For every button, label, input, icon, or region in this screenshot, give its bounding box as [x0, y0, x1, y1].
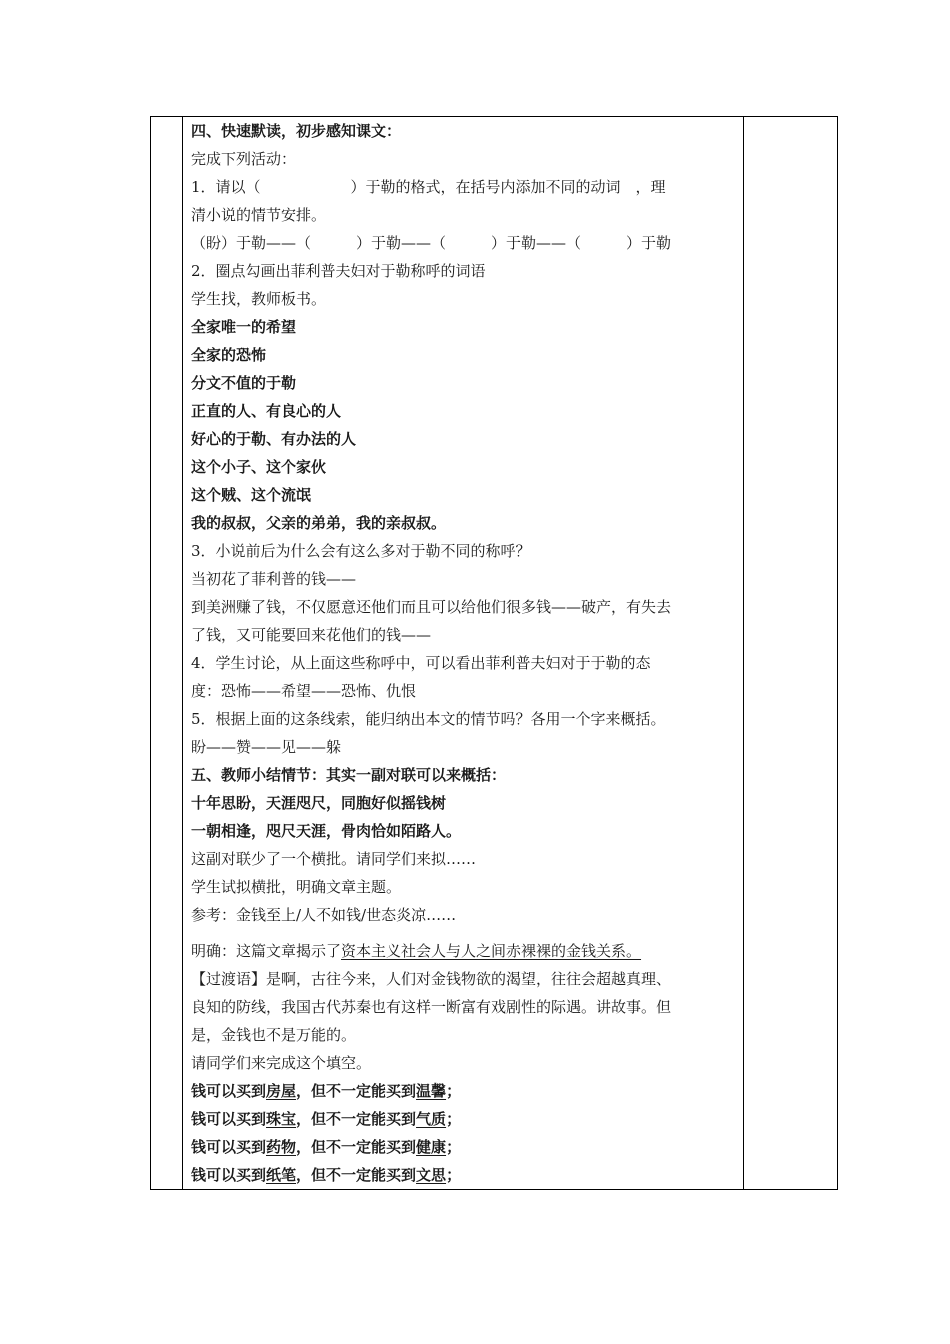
text-line: 一朝相逢，咫尺天涯，骨肉恰如陌路人。 [191, 822, 462, 840]
fill-in-text: 钱可以买到 [191, 1082, 267, 1100]
text-line: 学生试拟横批，明确文章主题。 [191, 878, 402, 896]
text-line: 了钱，又可能要回来花他们的钱—— [191, 626, 432, 644]
text-line: 四、快速默读，初步感知课文： [191, 122, 402, 140]
text-line: 全家的恐怖 [191, 346, 267, 364]
text-line: 4．学生讨论，从上面这些称呼中，可以看出菲利普夫妇对于于勒的态 [191, 654, 651, 672]
fill-in-text: 钱可以买到 [191, 1138, 267, 1156]
fill-in-sentence [191, 1077, 741, 1105]
text-line: 五、教师小结情节：其实一副对联可以来概括： [191, 766, 507, 784]
fill-in-sentence [191, 1161, 741, 1189]
text-line: 全家唯一的希望 [191, 318, 297, 336]
text-line: 我的叔叔，父亲的弟弟，我的亲叔叔。 [191, 514, 447, 532]
text-line: 度：恐怖——希望——恐怖、仇恨 [191, 682, 417, 700]
clarify-line [191, 929, 741, 965]
text-line: 这副对联少了一个横批。请同学们来拟…… [191, 850, 477, 868]
text-line: 1．请以（ ）于勒的格式，在括号内添加不同的动词 ，理 [191, 178, 666, 196]
text-line: 5．根据上面的这条线索，能归纳出本文的情节吗？各用一个字来概括。 [191, 710, 666, 728]
text-line: 正直的人、有良心的人 [191, 402, 342, 420]
column-divider-right [743, 117, 744, 1189]
fill-in-text: ，但不一定能买到 [296, 1110, 417, 1128]
fill-in-answer: 温馨 [416, 1082, 447, 1100]
text-line: 清小说的情节安排。 [191, 206, 327, 224]
fill-in-text: 钱可以买到 [191, 1166, 267, 1184]
lesson-table [150, 116, 838, 1190]
fill-in-answer: 纸笔 [266, 1166, 297, 1184]
fill-in-text: 钱可以买到 [191, 1110, 267, 1128]
fill-in-text: ； [446, 1166, 462, 1184]
text-line: 【过渡语】是啊，古往今来，人们对金钱物欲的渴望，往往会超越真理、 [191, 970, 672, 988]
text-line: （盼）于勒——（ ）于勒——（ ）于勒——（ ）于勒 [191, 234, 672, 252]
fill-in-text: ； [446, 1138, 462, 1156]
text-line: 盼——赞——见——躲 [191, 738, 342, 756]
fill-in-answer: 气质 [416, 1110, 447, 1128]
fill-in-text: ； [446, 1082, 462, 1100]
fill-in-text: ，但不一定能买到 [296, 1166, 417, 1184]
text-line: 十年思盼，天涯咫尺，同胞好似摇钱树 [191, 794, 447, 812]
fill-in-text: ； [446, 1110, 462, 1128]
lesson-content [191, 117, 741, 1189]
fill-in-sentence [191, 1133, 741, 1161]
fill-in-answer: 健康 [416, 1138, 447, 1156]
text-line: 好心的于勒、有办法的人 [191, 430, 357, 448]
fill-in-text: ，但不一定能买到 [296, 1138, 417, 1156]
fill-in-sentence [191, 1105, 741, 1133]
fill-in-answer: 文思 [416, 1166, 447, 1184]
clarify-underlined: 资本主义社会人与人之间赤裸裸的金钱关系。 [341, 942, 642, 960]
fill-in-lines [191, 1077, 741, 1189]
text-line: 3．小说前后为什么会有这么多对于勒不同的称呼？ [191, 542, 531, 560]
text-line: 到美洲赚了钱，不仅愿意还他们而且可以给他们很多钱——破产，有失去 [191, 598, 672, 616]
clarify-prefix: 明确：这篇文章揭示了 [191, 942, 342, 960]
text-line: 这个小子、这个家伙 [191, 458, 327, 476]
text-line: 分文不值的于勒 [191, 374, 297, 392]
text-line: 学生找，教师板书。 [191, 290, 327, 308]
text-line: 参考：金钱至上/人不如钱/世态炎凉…… [191, 906, 457, 924]
lesson-lines [191, 117, 741, 929]
text-line: 2．圈点勾画出菲利普夫妇对于勒称呼的词语 [191, 262, 486, 280]
text-line: 当初花了菲利普的钱—— [191, 570, 357, 588]
text-line: 良知的防线，我国古代苏秦也有这样一断富有戏剧性的际遇。讲故事。但 [191, 998, 672, 1016]
fill-in-answer: 珠宝 [266, 1110, 297, 1128]
text-line: 这个贼、这个流氓 [191, 486, 312, 504]
fill-in-answer: 房屋 [266, 1082, 297, 1100]
transition-lines [191, 965, 741, 1077]
text-line: 是，金钱也不是万能的。 [191, 1026, 357, 1044]
column-divider-left [182, 117, 183, 1189]
text-line: 请同学们来完成这个填空。 [191, 1054, 372, 1072]
text-line: 完成下列活动： [191, 150, 297, 168]
fill-in-answer: 药物 [266, 1138, 297, 1156]
fill-in-text: ，但不一定能买到 [296, 1082, 417, 1100]
